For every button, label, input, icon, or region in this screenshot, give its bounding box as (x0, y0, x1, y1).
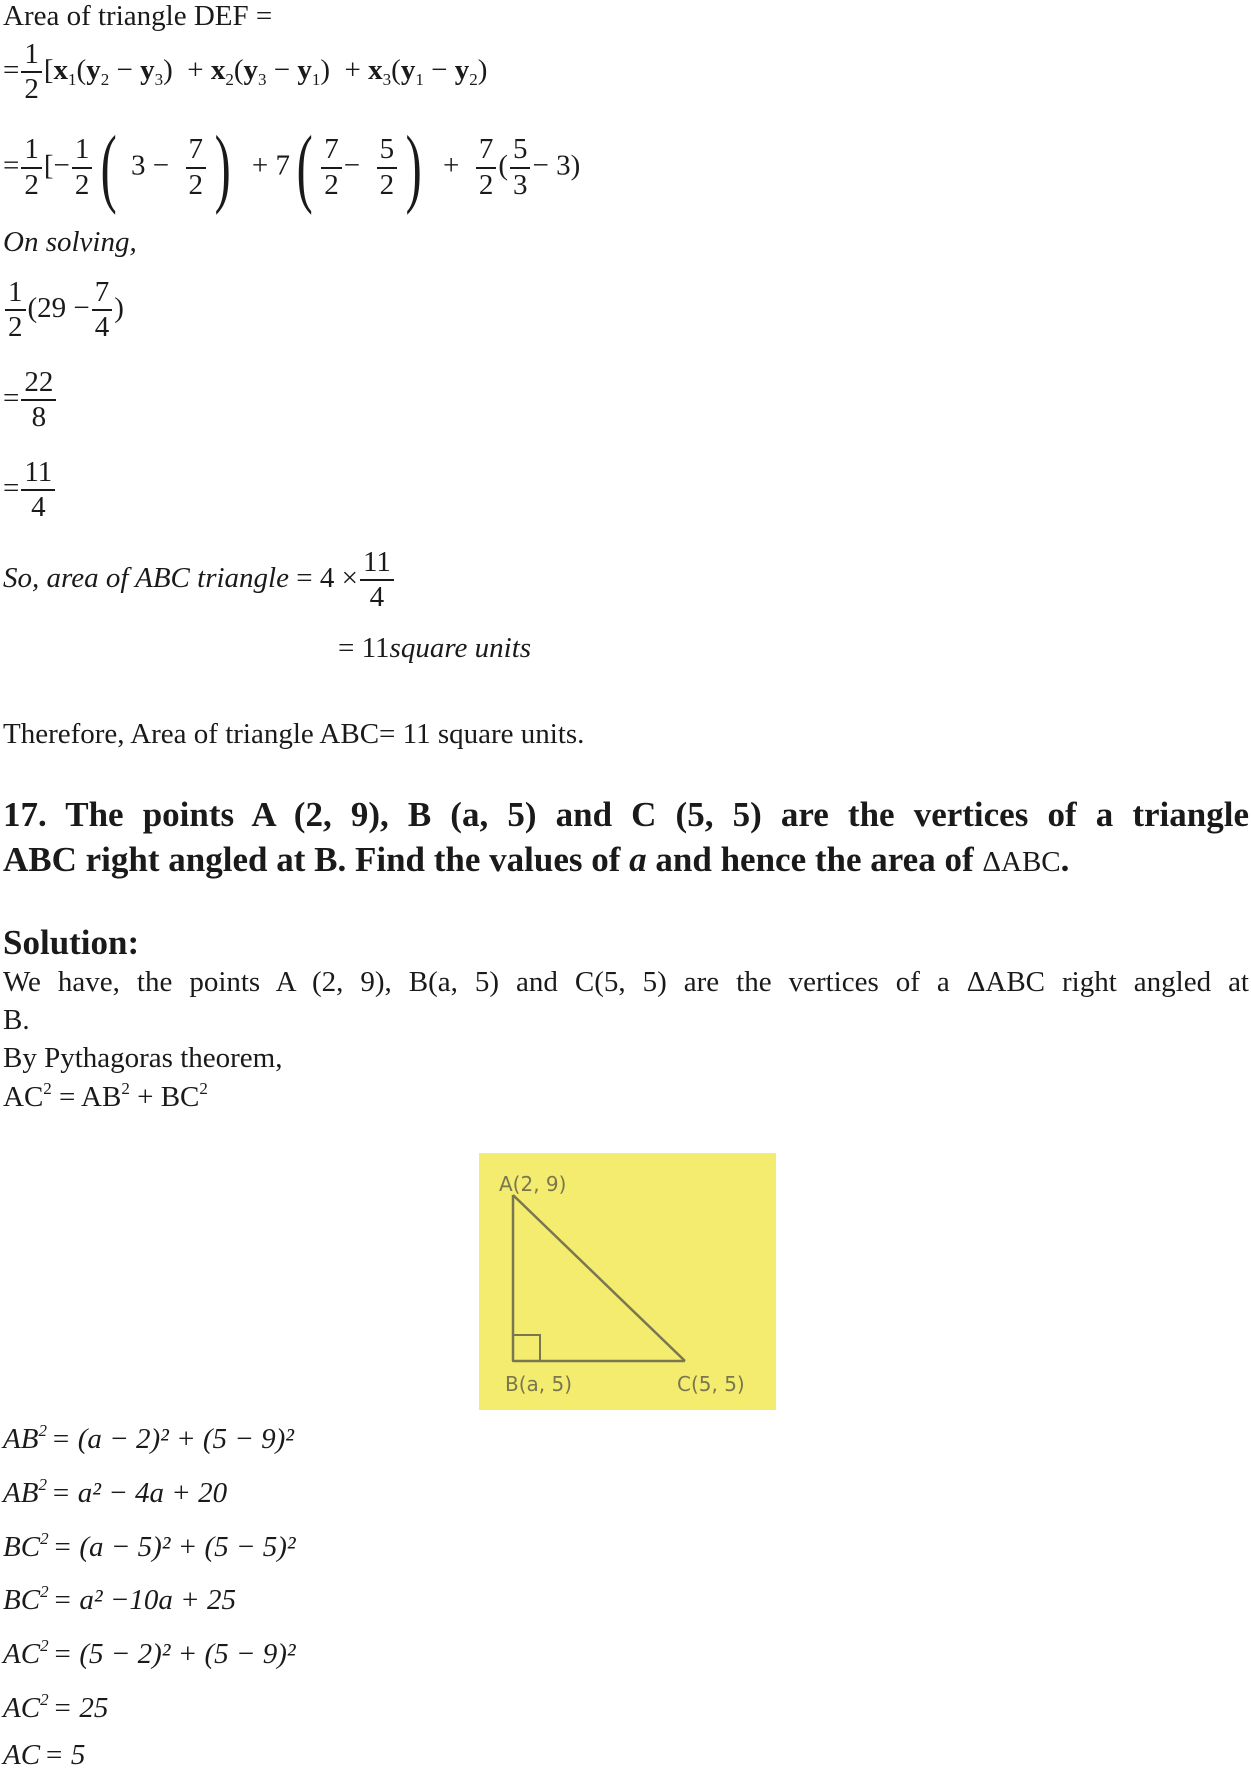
equation-line: $BC^2 = a^2 -10a + 25$ (3, 1582, 236, 1616)
solution-paragraph: We have, the points A (2, 9), B(a, 5) and C(5, 5) are the vertices of a ΔABC right angled at (3, 966, 1249, 998)
conclusion: Therefore, Area of triangle ABC= 11 square units. (3, 718, 585, 750)
solving-step-1: $\frac{1}{2}$ (29 − $\frac{7}{4}$ ) (3, 276, 124, 345)
question-line-2: ABC right angled at B. Find the values of a and hence the area of ΔABC. (3, 840, 1070, 879)
label-c: C(5, 5) (677, 1372, 745, 1396)
area-substitution: = $\frac{1}{2}$ [− $\frac{1}{2}$ ( 3 − $\frac{7}{2}$ ) + 7( $\frac{7}{2}$ − $\frac{5}{2}$ ) + $\frac{7}{2}$ ( $\frac{5}{3}$ − 3) (3, 119, 581, 216)
solution-paragraph-cont: B. (3, 1004, 30, 1036)
equation-line: $AB^2 = (a - 2)^2 + (5 - 9)^2$ (3, 1421, 294, 1455)
solving-step-3: = $\frac{11}{4}$ (3, 456, 57, 525)
label-a: A(2, 9) (499, 1172, 567, 1196)
solving-step-2: = $\frac{22}{8}$ (3, 366, 58, 435)
label-b: B(a, 5) (505, 1372, 573, 1396)
equation-line: $BC^2 = (a - 5)^2 + (5 - 5)^2$ (3, 1529, 296, 1563)
area-formula: = $\frac{1}{2}$ [$x_1(y_2 - y_3) + x_2(y_3 - y_1) + x_3(y_1 - y_2)$ (3, 38, 488, 106)
area-abc-line: So, area of ABC triangle = 4 × $\frac{11}{4}$ (3, 546, 396, 615)
triangle-figure (479, 1153, 776, 1410)
equation-line: $AB^2 = a^2 - 4a + 20$ (3, 1475, 228, 1509)
area-result: = 11square units (338, 632, 532, 664)
equals: = (3, 54, 20, 86)
equation-line: AC = 5 (3, 1739, 86, 1771)
on-solving-label: On solving, (3, 226, 137, 258)
area-def-label: Area of triangle DEF = (3, 0, 273, 32)
question-line-1: 17. The points A (2, 9), B (a, 5) and C (5, 5) are the vertices of a triangle (3, 795, 1249, 834)
fraction-half: $\frac{1}{2}$ (21, 38, 42, 107)
pythagoras-equation: $AC^2 = AB^2 + BC^2$ (3, 1079, 208, 1113)
equation-line: $AC^2 = 25$ (3, 1690, 109, 1724)
pythagoras-label: By Pythagoras theorem, (3, 1042, 283, 1074)
equation-line: $AC^2 = (5 - 2)^2 + (5 - 9)^2$ (3, 1636, 296, 1670)
solution-heading: Solution: (3, 923, 140, 962)
